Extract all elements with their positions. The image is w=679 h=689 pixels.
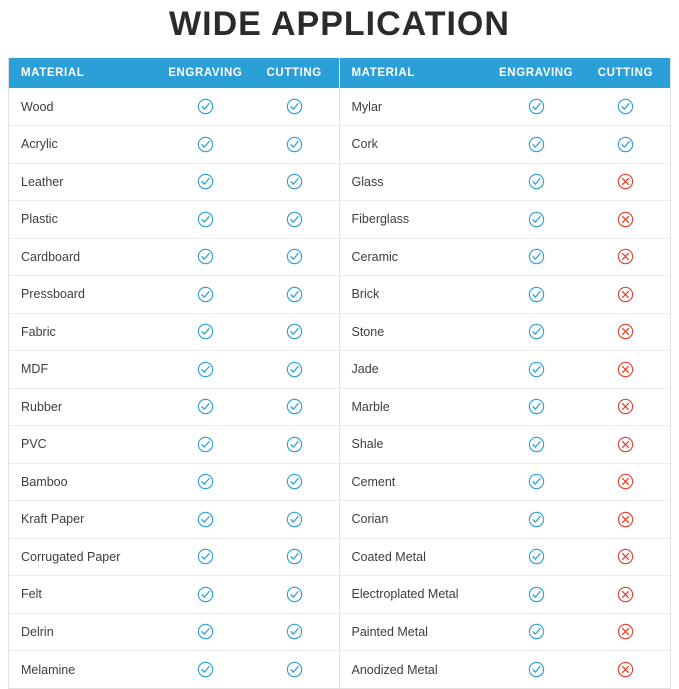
check-circle-icon	[286, 511, 303, 528]
check-circle-icon	[528, 661, 545, 678]
check-circle-icon	[286, 661, 303, 678]
check-circle-icon	[286, 436, 303, 453]
material-name-cell: Rubber	[9, 388, 161, 426]
cutting-support-cell	[250, 313, 339, 351]
check-circle-icon	[528, 511, 545, 528]
cross-circle-icon	[617, 286, 634, 303]
cutting-support-cell	[250, 163, 339, 201]
material-name-cell: PVC	[9, 426, 161, 464]
engraving-support-cell	[492, 576, 581, 614]
check-circle-icon	[197, 98, 214, 115]
engraving-support-cell	[161, 463, 250, 501]
table-row	[340, 163, 671, 201]
column-header-cutting: CUTTING	[250, 58, 339, 88]
table-row	[340, 613, 671, 651]
material-name-cell: Melamine	[21, 662, 76, 677]
cutting-support-cell	[581, 276, 670, 314]
cutting-support-cell	[250, 238, 339, 276]
cross-circle-icon	[617, 361, 634, 378]
material-name-cell: Jade	[340, 351, 492, 389]
table-row	[9, 538, 339, 576]
check-circle-icon	[286, 98, 303, 115]
column-header-engraving: ENGRAVING	[161, 58, 250, 88]
material-name-cell: Corrugated Paper	[9, 538, 161, 576]
check-circle-icon	[197, 173, 214, 190]
check-circle-icon	[528, 173, 545, 190]
cutting-support-cell	[581, 238, 670, 276]
table-body-right	[340, 88, 671, 688]
engraving-support-cell	[492, 88, 581, 126]
material-name-cell: Stone	[340, 313, 492, 351]
check-circle-icon	[197, 511, 214, 528]
engraving-support-cell	[492, 238, 581, 276]
table-row	[9, 238, 339, 276]
material-name-cell: Delrin	[9, 613, 161, 651]
engraving-support-cell	[492, 126, 581, 164]
check-circle-icon	[528, 398, 545, 415]
check-circle-icon	[286, 211, 303, 228]
engraving-support-cell	[161, 238, 250, 276]
cutting-support-cell	[581, 388, 670, 426]
cross-circle-icon	[617, 173, 634, 190]
cross-circle-icon	[617, 586, 634, 603]
header-row	[340, 58, 671, 88]
table-row	[9, 88, 339, 126]
check-circle-icon	[528, 136, 545, 153]
cutting-support-cell	[581, 351, 670, 389]
cutting-support-cell	[581, 126, 670, 164]
engraving-support-cell	[492, 538, 581, 576]
check-circle-icon	[528, 248, 545, 265]
engraving-support-cell	[492, 651, 581, 689]
cutting-support-cell	[581, 463, 670, 501]
cross-circle-icon	[617, 473, 634, 490]
check-circle-icon	[197, 586, 214, 603]
materials-table-right	[340, 58, 671, 688]
engraving-support-cell	[492, 163, 581, 201]
table-row	[340, 313, 671, 351]
column-header-material: MATERIAL	[340, 58, 492, 88]
check-circle-icon	[197, 548, 214, 565]
check-circle-icon	[617, 136, 634, 153]
column-header-material: MATERIAL	[9, 58, 161, 88]
material-name-cell: Anodized Metal	[351, 662, 438, 677]
table-row	[9, 276, 339, 314]
check-circle-icon	[528, 473, 545, 490]
engraving-support-cell	[161, 426, 250, 464]
material-name-cell: Fiberglass	[340, 201, 492, 239]
cross-circle-icon	[617, 623, 634, 640]
check-circle-icon	[528, 211, 545, 228]
cutting-support-cell	[250, 426, 339, 464]
check-circle-icon	[286, 623, 303, 640]
check-circle-icon	[528, 623, 545, 640]
table-row	[340, 88, 671, 126]
table-row	[340, 538, 671, 576]
table-body-left	[9, 88, 339, 688]
material-name-cell: Cement	[340, 463, 492, 501]
engraving-support-cell	[161, 201, 250, 239]
cross-circle-icon	[617, 248, 634, 265]
cross-circle-icon	[617, 323, 634, 340]
material-name-cell: Glass	[340, 163, 492, 201]
cutting-support-cell	[581, 426, 670, 464]
material-name-cell: Corian	[340, 501, 492, 539]
engraving-support-cell	[492, 351, 581, 389]
table-row	[9, 576, 339, 614]
table-row	[9, 651, 339, 689]
cutting-support-cell	[250, 88, 339, 126]
table-row	[9, 501, 339, 539]
material-name-cell: Kraft Paper	[9, 501, 161, 539]
material-name-cell: Marble	[340, 388, 492, 426]
table-row	[9, 388, 339, 426]
cutting-support-cell	[250, 126, 339, 164]
material-name-cell: Cork	[340, 126, 492, 164]
table-row	[340, 351, 671, 389]
cross-circle-icon	[617, 548, 634, 565]
material-name-cell: Electroplated Metal	[340, 576, 492, 614]
check-circle-icon	[528, 286, 545, 303]
column-header-cutting: CUTTING	[581, 58, 670, 88]
engraving-support-cell	[161, 351, 250, 389]
check-circle-icon	[197, 623, 214, 640]
table-row	[340, 388, 671, 426]
engraving-support-cell	[161, 651, 250, 689]
engraving-support-cell	[161, 538, 250, 576]
material-name-cell: Leather	[9, 163, 161, 201]
table-header-right	[340, 58, 671, 88]
table-row	[9, 313, 339, 351]
engraving-support-cell	[492, 313, 581, 351]
check-circle-icon	[197, 473, 214, 490]
check-circle-icon	[528, 98, 545, 115]
engraving-support-cell	[492, 201, 581, 239]
check-circle-icon	[197, 211, 214, 228]
cutting-support-cell	[250, 651, 339, 689]
material-name-cell: Pressboard	[9, 276, 161, 314]
table-row	[9, 163, 339, 201]
engraving-support-cell	[161, 313, 250, 351]
check-circle-icon	[286, 548, 303, 565]
check-circle-icon	[197, 436, 214, 453]
check-circle-icon	[528, 436, 545, 453]
material-name-cell: Painted Metal	[340, 613, 492, 651]
cutting-support-cell	[581, 651, 670, 689]
material-name-cell: Bamboo	[9, 463, 161, 501]
cross-circle-icon	[617, 398, 634, 415]
cutting-support-cell	[581, 576, 670, 614]
check-circle-icon	[528, 586, 545, 603]
cutting-support-cell	[581, 538, 670, 576]
cross-circle-icon	[617, 436, 634, 453]
check-circle-icon	[617, 98, 634, 115]
check-circle-icon	[197, 361, 214, 378]
check-circle-icon	[197, 286, 214, 303]
material-name-cell: Shale	[340, 426, 492, 464]
engraving-support-cell	[161, 276, 250, 314]
engraving-support-cell	[161, 163, 250, 201]
engraving-support-cell	[492, 426, 581, 464]
check-circle-icon	[286, 286, 303, 303]
material-name-cell: Fabric	[9, 313, 161, 351]
cutting-support-cell	[581, 501, 670, 539]
check-circle-icon	[197, 398, 214, 415]
table-row	[340, 276, 671, 314]
cutting-support-cell	[581, 163, 670, 201]
table-row	[340, 463, 671, 501]
table-row	[340, 576, 671, 614]
engraving-support-cell	[492, 388, 581, 426]
check-circle-icon	[528, 548, 545, 565]
table-row	[340, 126, 671, 164]
material-compatibility-tables	[8, 58, 671, 689]
check-circle-icon	[286, 473, 303, 490]
column-header-engraving: ENGRAVING	[492, 58, 581, 88]
table-row	[9, 126, 339, 164]
check-circle-icon	[286, 248, 303, 265]
cutting-support-cell	[250, 576, 339, 614]
cutting-support-cell	[250, 388, 339, 426]
material-name-cell: Wood	[9, 88, 161, 126]
cutting-support-cell	[250, 501, 339, 539]
table-row	[340, 238, 671, 276]
engraving-support-cell	[492, 276, 581, 314]
cutting-support-cell	[581, 201, 670, 239]
engraving-support-cell	[161, 501, 250, 539]
engraving-support-cell	[161, 576, 250, 614]
check-circle-icon	[197, 323, 214, 340]
check-circle-icon	[286, 398, 303, 415]
material-name-cell: Plastic	[9, 201, 161, 239]
cutting-support-cell	[250, 538, 339, 576]
check-circle-icon	[286, 173, 303, 190]
materials-table-left	[9, 58, 340, 688]
table-row	[340, 201, 671, 239]
engraving-support-cell	[161, 388, 250, 426]
material-name-cell: MDF	[9, 351, 161, 389]
cutting-support-cell	[581, 613, 670, 651]
table-row	[9, 426, 339, 464]
cutting-support-cell	[250, 463, 339, 501]
material-name-cell: Coated Metal	[340, 538, 492, 576]
engraving-support-cell	[492, 501, 581, 539]
table-row	[9, 351, 339, 389]
engraving-support-cell	[492, 463, 581, 501]
check-circle-icon	[286, 361, 303, 378]
check-circle-icon	[286, 323, 303, 340]
check-circle-icon	[528, 361, 545, 378]
cutting-support-cell	[250, 276, 339, 314]
table-row	[9, 201, 339, 239]
table-header-left	[9, 58, 339, 88]
engraving-support-cell	[492, 613, 581, 651]
material-name-cell: Brick	[340, 276, 492, 314]
cutting-support-cell	[250, 201, 339, 239]
engraving-support-cell	[161, 613, 250, 651]
table-row	[340, 651, 671, 689]
cutting-support-cell	[250, 613, 339, 651]
cutting-support-cell	[250, 351, 339, 389]
check-circle-icon	[528, 323, 545, 340]
material-name-cell: Acrylic	[9, 126, 161, 164]
check-circle-icon	[197, 136, 214, 153]
cross-circle-icon	[617, 511, 634, 528]
material-name-cell: Ceramic	[340, 238, 492, 276]
material-name-cell: Cardboard	[9, 238, 161, 276]
check-circle-icon	[197, 248, 214, 265]
table-row	[340, 501, 671, 539]
material-name-cell: Mylar	[340, 88, 492, 126]
table-row	[9, 613, 339, 651]
material-name-cell: Felt	[9, 576, 161, 614]
check-circle-icon	[197, 661, 214, 678]
cross-circle-icon	[617, 211, 634, 228]
table-row	[340, 426, 671, 464]
cross-circle-icon	[617, 661, 634, 678]
check-circle-icon	[286, 586, 303, 603]
header-row	[9, 58, 339, 88]
cutting-support-cell	[581, 313, 670, 351]
cutting-support-cell	[581, 88, 670, 126]
table-row	[9, 463, 339, 501]
page-title: WIDE APPLICATION	[169, 5, 510, 43]
engraving-support-cell	[161, 126, 250, 164]
engraving-support-cell	[161, 88, 250, 126]
check-circle-icon	[286, 136, 303, 153]
